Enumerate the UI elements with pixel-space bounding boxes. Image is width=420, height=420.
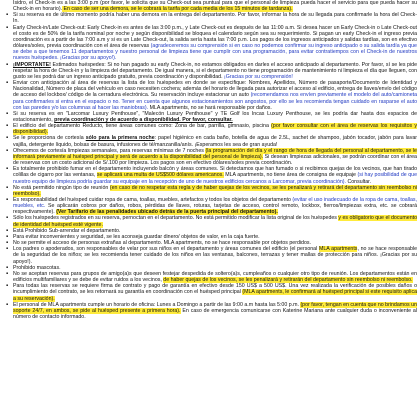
rule-text-segment: MLA apartments, no se hará responsable por daños. [148, 104, 272, 111]
rule-text-segment: (por favor, tengan en cuenta que no brindamos un soporte 24/7, en ambos, se pide al huésped presente a primera hora). [13, 301, 417, 314]
rule-text-segment: (Ver Tarifario de las penalidades ubicado detrás de la puerta principal del departamento). [56, 209, 278, 216]
rule-text-segment: El edificio del departamento Reducto, tiene áreas comunes como: Zona de bar, parrilla, gimnasio, piscina [13, 123, 272, 130]
rule-text-segment: se aplicará una multa de US$500 dólares americanos. [96, 172, 224, 179]
rule-text-segment: El personal de MLA apartments cumple un horario de oficina: Lunes a Domingo a partir de las 9:00 a.m hasta las 5:00 p.m. [13, 301, 301, 308]
rule-text-segment: sólo para la primera noche [85, 135, 155, 142]
rule-text-segment: de haber quejas de los vecinos, se les penalizará y retirarán del departamento sin reembolso ni reembolso. [163, 277, 413, 284]
rule-text-segment: Prohibido mascotas. [13, 264, 61, 271]
rule-text-segment: Estimados huéspedes: Si no han pagado su early Check-in, no estamos obligados en darles el acceso anticipado al departamento. Por favor, sí se les pide respetar la hora de Check-in y la limpieza del departamento. De igual manera, si el departamento no tiene programación de mantenimiento ni limpieza el día que lleguen, con gusto se les podrá dar un ingreso anticipado gratuito, previa coordinación y disponibilidad. [13, 61, 417, 80]
rule-item [6, 12, 417, 24]
rule-text-segment: Está Prohibido Sub-arrendar el departamento. [13, 227, 121, 234]
rule-text-segment: (evitar el uso inadecuado de la ropa de cama, toallas, muebles, etc. [13, 197, 418, 210]
rule-text-segment: Consultar. [346, 178, 372, 185]
rule-text-segment: Para evitar inconvenientes y seguridad, se les aconseja guardar dinero/ objetos de valor, en la caja fuerte. [13, 233, 260, 240]
rule-item [6, 283, 417, 301]
rule-text-segment: MLA apartments [318, 246, 358, 253]
rule-text-segment: Early Check-in/Late Check-out: Early Check-in es antes de las 3:00 p.m., y Late Check-out es después de las 11:00 a.m. Si desea hacer un Early Check-in o Late Check-out el costo es de 50% de la tarifa nominal por noche y según disponibilidad se bloquea el calendario según sea su requerimiento. Si pagan un early Check-in el ingreso previa coordinación es a partir de las 7:00 a.m y si es un Late Check-out, la salida sería hasta las 7:00 p.m. Los pagos de los ingresos anticipados y salidas tardías, son en efectivo dólares/soles, previa coordinación con el área de reservas [13, 24, 417, 50]
rule-text-segment: : papel higiénico en cada baño, botella de agua de 2.5L, sachet de shampoo, jabón tocador, jabón para lavar vajilla, detergente líquido, bolsas de basura, infusiones de té/manzanilla/anís. ¡Esperamos les sea de gran ayuda! [13, 135, 417, 148]
rule-item [6, 185, 417, 197]
rule-text-segment: MLA apartments, no tiene área de consigna de equipaje [223, 172, 358, 179]
rule-text-segment: Es totalmente prohibido fumar en el departamento incluyendo balcón y áreas comunes. Si detectamos que han fumado o si recibimos quejas de los vecinos, que han tirado colillas de cigarro por las ventanas, [13, 166, 417, 179]
rule-item [6, 80, 417, 111]
rule-text-segment: Si desean limpiezas adicionales, se podrán coordinar con el área de reservas con un costo adicional de S/.100 por limpieza. Los pagos son en efectivo dólares/soles previa coordinación. [13, 153, 417, 167]
rule-text-segment: No se aceptan reservas para grupos de amigo(a)s que deseen festejar despedida de soltero(a)s, cumpleaños o cualquier otro tipo de reunión. Los departamentos están en edificios multifamiliares y se debe de evitar ruidos a los vecinos, [13, 270, 417, 284]
rule-item [6, 271, 417, 283]
rule-text-segment: Enviar con anticipación al área de reservas la lista de los huéspedes en donde se especifique: Nombres, Apellidos, Número de pasaporte/Documento de Identidad y Nacionalidad, Número de placa del vehículo en caso necesiten cochera; además del horario de llegada para autorizar el acceso al edificio, entrega de llaves/envío del código de acceso del lockbox/ código de la cerradura electrónica. Su reservación incluye estacionar un auto [13, 80, 417, 99]
rule-text-segment: No está permitido ningún tipo de reunión [13, 184, 110, 191]
rule-text-segment: En caso de emergencia comunicarse con Katerine Mariana ante cualquier duda o inconveniente al número de contacto informado. [13, 307, 417, 320]
rule-item [6, 135, 417, 147]
rule-text-segment: (si hay posibilidad de que nuestro equipo de limpieza podría guardar su equipaje en la recepción de uno de nuestros edificios cercanos a Larcomar, previa coordinación). [13, 172, 418, 185]
rule-text-segment: (por favor consultar con el área de reservas los requisitos y disponibilidad). [13, 123, 418, 136]
rule-text-segment: Isidro, el Check-in es a las 3:00 p.m (por favor, le solicita que su Check-out sea puntual para que el personal de limpieza pueda hacer el servicio para que pueda hacer su Check-in en horario). [13, 0, 417, 13]
rule-text-segment: No se permite el acceso de personas extrañas al departamento. MLA apartments, no se hace responsable por objetos perdidos. [13, 240, 311, 247]
rule-text-segment: (la programación del día y el rango de hora de llegada del personal al departamento, se le informará previamente al huésped principal y será de acuerdo a la disponibilidad del personal de limpieza). [13, 147, 417, 160]
rule-text-segment: Es responsabilidad del huésped cuidar ropa de cama, toallas, muebles, artefactos y todos los objetos del departamento [13, 197, 293, 203]
rule-text-segment: (recomendamos nos envíen previamente el modelo del auto/camioneta para confirmarles si entra en el espacio o no. Tener en cuenta que algunos estacionamientos son angostos, por ello se les recomienda tengan cuidado en rasparse el auto con las paredes y/o las columnas al hacer las maniobras). [13, 92, 417, 111]
rule-item [6, 302, 417, 320]
rule-item [6, 111, 417, 123]
rule-text-segment: En caso de ser una demora, se le cobrará la tarifa por cada media de los 15 minutos de tardanza). [62, 6, 293, 13]
rule-text-segment: Los padres o apoderados, son responsables de velar por sus niños en el departamento y áreas comunes del edificio (el personal [13, 246, 319, 253]
rule-item [6, 62, 417, 80]
rule-item [6, 197, 417, 215]
rule-text-segment: Se le proporciona de cortesía [13, 135, 86, 142]
rule-text-segment: Sólo los huéspedes registrados en su reserva, pernoctan en el departamento. No está permitido modificar la lista original de los huéspedes [13, 215, 339, 222]
rule-text-segment: ¡Gracias por su comprensión! [224, 73, 293, 80]
rule-item [6, 215, 417, 227]
rule-text-segment: Para todas las reservas se requiere firma de contrato y pago de garantía en efectivo desde 150 US$ a 500 US$. Una vez realizada la verificación de posibles daños o incumplimiento del contrato, se les retornará su garantía en coordinación con el huésped principal [13, 283, 417, 296]
rule-item [6, 0, 417, 12]
rule-text-segment: ¡IMPORTANTE! [13, 61, 51, 68]
rule-text-segment: previa coordinación y de acuerdo a disponibilidad. Por favor, consultar. [54, 116, 233, 123]
rule-item [6, 148, 417, 166]
rule-item [6, 166, 417, 184]
rule-text-segment: (agradeceremos su comprensión si en caso no podemos confirmar su ingreso anticipado o su salida tardía ya que se debe a que tenemos 11 departamentos y nuestro personal de limpieza tiene que cumplir con una programación, para evitar contratiempos con el Check-in de nuestros nuevos huéspedes. ¡Gracias por su apoyo!). [13, 43, 417, 62]
rule-text-segment: (MLA apartments, le confirmará al huésped principal si este requisito aplica a su reservación). [13, 289, 417, 302]
rule-text-segment: , no se hace responsable de la seguridad de los niños; se les recomienda tener cuidado de los niños en las ventanas, balcones, terrazas y tener mallas de protección para niños. ¡Gracias por su apoyo!). [13, 246, 418, 265]
rule-text-segment: y es obligatorio que el documento de identidad del huésped esté vigente. [13, 215, 417, 228]
rule-item [6, 123, 417, 135]
rule-text-segment: Se aplicarán cobros por daños, robos, pérdidas de llaves, roturas, tarjetas de acceso, control remoto, lockbox, fierros/limpiezas extra, etc. se cobrará respectivamente). [13, 203, 417, 216]
rule-text-segment: Si su reserva es de último momento podría haber una demora en la entrega del departamento. Por favor, informar la hora de su llegada para confirmarle la hora del Check-In. [13, 12, 417, 25]
rule-text-segment: (en caso de no respetar esta regla y de haber quejas de los vecinos, se les penalizará y retirará del departamento sin reembolso ni reembolso). [13, 184, 417, 197]
rule-text-segment: Si su reserva es en "Larcomar Luxury Penthouse", "Malecón Luxury Penthouse" y TE Golf los Incas Luxury Penthouse, se les podría dar hasta dos espacios de estacionamiento, [13, 110, 417, 123]
rule-item [6, 25, 417, 62]
rule-text-segment: Ofrecemos de cortesía limpiezas semanales, para reservas mínimas de 7 noches [13, 147, 206, 154]
rule-item [6, 246, 417, 264]
